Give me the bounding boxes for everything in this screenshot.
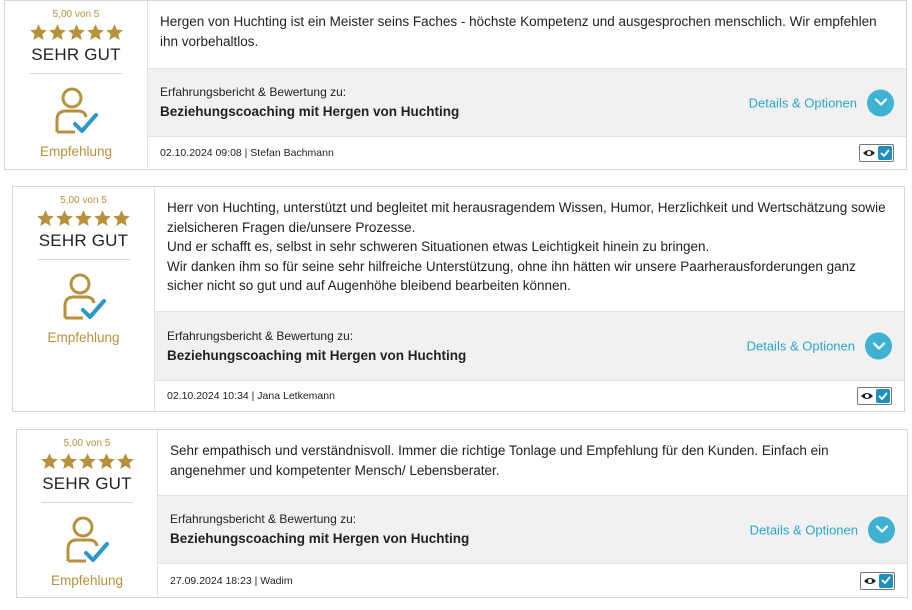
review-card <box>4 0 907 170</box>
review-text <box>148 1 906 68</box>
review-footer <box>158 564 907 597</box>
review-card <box>16 429 908 598</box>
star-icon <box>55 209 74 228</box>
score-text: 5,00 von 5 <box>63 438 111 449</box>
checkbox-checked-icon[interactable] <box>876 389 890 403</box>
recommendation-person-check-icon <box>61 272 107 324</box>
review-subject-band <box>158 495 907 564</box>
details-options-button[interactable] <box>750 516 895 543</box>
chevron-down-icon[interactable] <box>867 89 894 116</box>
star-icon <box>116 452 135 471</box>
review-content <box>158 430 907 597</box>
review-content <box>148 1 906 169</box>
star-rating <box>36 208 131 228</box>
review-footer <box>148 137 906 169</box>
details-options-label: Details & Optionen <box>746 338 855 354</box>
star-icon <box>78 452 97 471</box>
subject-label: Erfahrungsbericht & Bewertung zu: <box>170 512 357 526</box>
review-footer <box>155 381 904 411</box>
review-text <box>158 430 907 495</box>
grade-label: SEHR GUT <box>42 474 132 493</box>
grade-label: SEHR GUT <box>31 45 121 64</box>
divider <box>38 259 130 260</box>
review-paragraph: Wir danken ihm so für seine sehr hilfreiche Unterstützung, ohne ihn hätten wir unsere Paarherausforderungen ganz sicher nicht so gut und auf Augenhöhe bleibend bearbeiten können. <box>167 258 856 293</box>
divider <box>41 502 133 503</box>
star-rating <box>29 22 124 42</box>
recommendation-label: Empfehlung <box>47 330 120 345</box>
subject-label: Erfahrungsbericht & Bewertung zu: <box>160 85 347 99</box>
review-content <box>155 187 904 411</box>
review-meta: 27.09.2024 18:23 | Wadim <box>170 574 293 587</box>
subject-title: Beziehungscoaching mit Hergen von Huchting <box>167 347 467 363</box>
score-text: 5,00 von 5 <box>52 9 100 20</box>
review-subject-band <box>155 311 904 381</box>
review-paragraph: Und er schafft es, selbst in sehr schweren Situationen etwas Leichtigkeit hinein zu bringen. <box>167 239 710 254</box>
review-meta: 02.10.2024 10:34 | Jana Letkemann <box>167 390 335 402</box>
subject-label: Erfahrungsbericht & Bewertung zu: <box>167 328 354 343</box>
star-icon <box>93 209 112 228</box>
star-icon <box>112 209 131 228</box>
review-paragraph: Herr von Huchting, unterstützt und begleitet mit herausragendem Wissen, Humor, Herzlichkeit und Wertschätzung sowie zielsicheren Fragen die/unsere Prozesse. <box>167 200 886 235</box>
review-paragraph: Sehr empathisch und verständnisvoll. Immer die richtige Tonlage und Empfehlung für den Kunden. Einfach ein angenehmer und kompetenter Mensch/ Lebensberater. <box>170 443 829 478</box>
divider <box>30 73 122 74</box>
star-rating <box>40 451 135 471</box>
recommendation-label: Empfehlung <box>50 573 124 588</box>
visibility-toggle[interactable] <box>857 387 892 405</box>
eye-icon <box>860 391 874 401</box>
recommendation-person-check-icon <box>64 515 110 567</box>
review-text <box>155 187 904 311</box>
visibility-toggle[interactable] <box>859 144 894 162</box>
star-icon <box>40 452 59 471</box>
recommendation-person-check-icon <box>53 86 99 138</box>
eye-icon <box>863 576 877 586</box>
star-icon <box>97 452 116 471</box>
score-text: 5,00 von 5 <box>60 195 107 206</box>
recommendation-label: Empfehlung <box>39 144 113 159</box>
star-icon <box>74 209 93 228</box>
star-icon <box>29 23 48 42</box>
star-icon <box>48 23 67 42</box>
visibility-toggle[interactable] <box>860 572 895 590</box>
details-options-button[interactable] <box>749 89 894 116</box>
star-icon <box>105 23 124 42</box>
chevron-down-icon[interactable] <box>865 333 892 360</box>
details-options-button[interactable] <box>747 333 892 360</box>
star-icon <box>59 452 78 471</box>
star-icon <box>86 23 105 42</box>
grade-label: SEHR GUT <box>38 231 129 250</box>
review-subject-band <box>148 68 906 137</box>
subject-title: Beziehungscoaching mit Hergen von Huchting <box>160 104 460 119</box>
star-icon <box>67 23 86 42</box>
rating-panel <box>17 430 158 597</box>
star-icon <box>36 209 55 228</box>
review-paragraph: Hergen von Huchting ist ein Meister seins Faches - höchste Kompetenz und ausgesprochen menschlich. Wir empfehlen ihn vorbehaltlos. <box>160 14 877 49</box>
review-card <box>12 186 905 412</box>
review-meta: 02.10.2024 09:08 | Stefan Bachmann <box>160 147 334 159</box>
subject-title: Beziehungscoaching mit Hergen von Huchting <box>170 531 470 546</box>
rating-panel <box>5 1 148 169</box>
details-options-label: Details & Optionen <box>748 95 857 110</box>
details-options-label: Details & Optionen <box>749 522 858 537</box>
chevron-down-icon[interactable] <box>868 516 895 543</box>
checkbox-checked-icon[interactable] <box>878 146 892 160</box>
eye-icon <box>862 148 876 158</box>
checkbox-checked-icon[interactable] <box>879 574 893 588</box>
rating-panel <box>13 187 155 411</box>
